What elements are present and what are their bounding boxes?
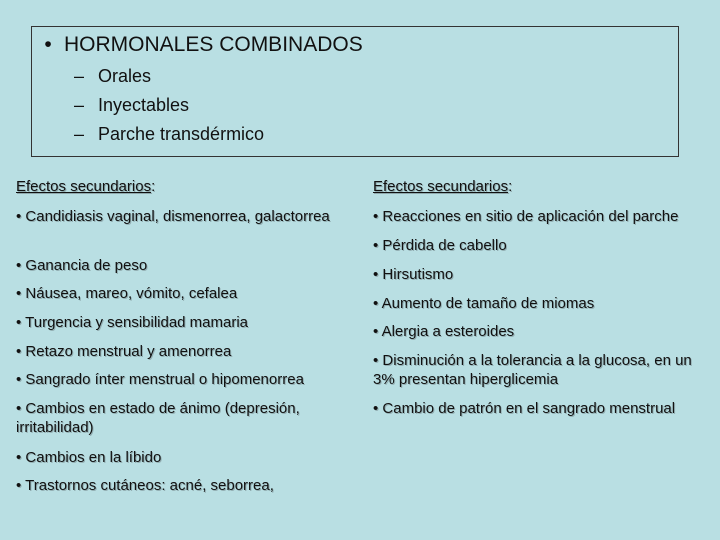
- list-item: • Pérdida de cabello: [373, 237, 507, 254]
- main-title: [32, 33, 363, 57]
- right-column-header: [373, 178, 512, 195]
- list-item: • Retazo menstrual y amenorrea: [16, 343, 232, 360]
- list-item: • Cambios en estado de ánimo (depresión, irritabilidad): [16, 400, 300, 436]
- title-box: [31, 26, 679, 157]
- method-item-inyectables: [74, 94, 264, 123]
- list-item: • Reacciones en sitio de aplicación del parche: [373, 208, 679, 225]
- list-item: • Hirsutismo: [373, 266, 454, 283]
- list-item: • Cambios en la líbido: [16, 449, 162, 466]
- list-item: • Candidiasis vaginal, dismenorrea, galactorrea: [16, 208, 330, 225]
- title-text: HORMONALES COMBINADOS: [64, 33, 363, 56]
- left-header-colon: :: [151, 178, 156, 195]
- dash: –: [74, 66, 85, 86]
- method-label: Orales: [98, 66, 152, 86]
- list-item: • Disminución a la tolerancia a la glucosa, en un 3% presentan hiperglicemia: [373, 352, 692, 388]
- list-item: • Trastornos cutáneos: acné, seborrea,: [16, 477, 274, 494]
- left-header-text: Efectos secundarios: [16, 178, 152, 195]
- dash: –: [74, 95, 85, 115]
- left-column-header: [16, 178, 155, 195]
- method-item-parche: [74, 123, 264, 152]
- method-item-orales: [74, 65, 264, 94]
- right-header-text: Efectos secundarios: [373, 178, 509, 195]
- list-item: • Turgencia y sensibilidad mamaria: [16, 314, 249, 331]
- method-label: Parche transdérmico: [98, 124, 265, 144]
- method-label: Inyectables: [98, 95, 190, 115]
- list-item: • Náusea, mareo, vómito, cefalea: [16, 285, 238, 302]
- right-header-colon: :: [508, 178, 513, 195]
- list-item: • Sangrado ínter menstrual o hipomenorrea: [16, 371, 304, 388]
- title-bullet: •: [44, 33, 52, 56]
- list-item: • Cambio de patrón en el sangrado menstrual: [373, 400, 676, 417]
- list-item: • Alergia a esteroides: [373, 323, 515, 340]
- dash: –: [74, 124, 85, 144]
- list-item: • Aumento de tamaño de miomas: [373, 295, 595, 312]
- list-item: • Ganancia de peso: [16, 257, 148, 274]
- method-list: [74, 65, 264, 152]
